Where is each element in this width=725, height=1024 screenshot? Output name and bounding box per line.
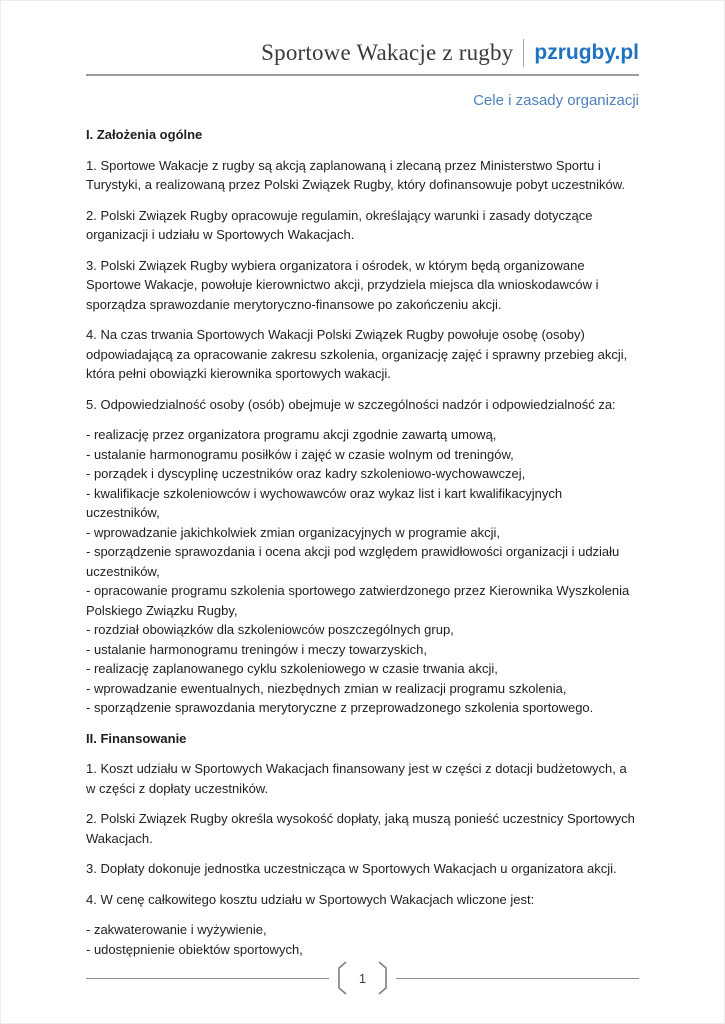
list-item: - realizację przez organizatora programu akcji zgodnie zawartą umową, <box>86 427 497 442</box>
list-item: - zakwaterowanie i wyżywienie, <box>86 922 267 937</box>
section-heading: I. Założenia ogólne <box>86 127 203 142</box>
list-item: - ustalanie harmonogramu posiłków i zajęć w czasie wolnym od treningów, <box>86 446 514 462</box>
list-item: - wprowadzanie ewentualnych, niezbędnych zmian w realizacji programu szkolenia, <box>86 680 567 696</box>
page-footer <box>86 961 639 995</box>
paragraph: 1. Koszt udziału w Sportowych Wakacjach finansowany jest w części z dotacji budżetowych, a w części z dopłaty uczestników. <box>86 761 627 796</box>
dash-list <box>86 425 639 718</box>
paragraph: 3. Dopłaty dokonuje jednostka uczestnicząca w Sportowych Wakacjach u organizatora akcji. <box>86 861 617 876</box>
left-bracket-icon <box>335 961 347 995</box>
header-title-row <box>86 39 639 67</box>
right-bracket-icon <box>378 961 390 995</box>
list-item: - porządek i dyscyplinę uczestników oraz kadry szkoleniowo-wychowawczej, <box>86 466 526 481</box>
page-number: 1 <box>358 970 367 986</box>
section-heading: II. Finansowanie <box>86 730 187 746</box>
list-item: - wprowadzanie jakichkolwiek zmian organizacyjnych w programie akcji, <box>86 524 501 540</box>
paragraph: 4. W cenę całkowitego kosztu udziału w Sportowych Wakacjach wliczone jest: <box>86 891 535 907</box>
header-rule <box>86 74 639 76</box>
list-item: - realizację zaplanowanego cyklu szkoleniowego w czasie trwania akcji, <box>86 661 498 676</box>
footer-rule-left <box>86 978 329 979</box>
list-item: - udostępnienie obiektów sportowych, <box>86 941 303 957</box>
document-title: Sportowe Wakacje z rugby <box>261 40 514 65</box>
list-item: - kwalifikacje szkoleniowców i wychowawców oraz wykaz list i kart kwalifikacyjnych uczestników, <box>86 485 563 520</box>
list-item: - ustalanie harmonogramu treningów i meczy towarzyskich, <box>86 641 428 657</box>
title-divider <box>523 39 524 67</box>
paragraph: 1. Sportowe Wakacje z rugby są akcją zaplanowaną i zlecaną przez Ministerstwo Sportu i Turystyki, a realizowaną przez Polski Związek Rugby, który dofinansowuje pobyt uczestników. <box>86 157 626 192</box>
list-item: - sporządzenie sprawozdania i ocena akcji pod względem prawidłowości organizacji i udziału uczestników, <box>86 544 620 579</box>
paragraph: 2. Polski Związek Rugby określa wysokość dopłaty, jaką muszą ponieść uczestnicy Sportowych Wakacjach. <box>86 811 635 846</box>
footer-rule-right <box>396 978 639 979</box>
list-item: - opracowanie programu szkolenia sportowego zatwierdzonego przez Kierownika Wyszkolenia Polskiego Związku Rugby, <box>86 583 630 618</box>
list-item: - rozdział obowiązków dla szkoleniowców poszczególnych grup, <box>86 622 454 637</box>
paragraph: 2. Polski Związek Rugby opracowuje regulamin, określający warunki i zasady dotyczące organizacji i udziału w Sportowych Wakacjach. <box>86 207 593 242</box>
paragraph: 4. Na czas trwania Sportowych Wakacji Polski Związek Rugby powołuje osobę (osoby) odpowiadającą za opracowanie zakresu szkolenia, organizację zajęć i sprawny przebieg akcji, która pełni obowiązki kierownika sportowych wakacji. <box>86 327 628 381</box>
document-header <box>86 39 639 76</box>
document-subtitle: Cele i zasady organizacji <box>473 92 639 109</box>
paragraph: 5. Odpowiedzialność osoby (osób) obejmuje w szczególności nadzór i odpowiedzialność za: <box>86 396 616 412</box>
brand-logo-text: pzrugby.pl <box>534 41 639 64</box>
dash-list <box>86 920 639 959</box>
list-item: - sporządzenie sprawozdania merytoryczne z przeprowadzonego szkolenia sportowego. <box>86 700 594 715</box>
footer-page-number-group <box>329 961 396 995</box>
document-body <box>86 125 639 959</box>
paragraph: 3. Polski Związek Rugby wybiera organizatora i ośrodek, w którym będą organizowane Sportowe Wakacje, powołuje kierownictwo akcji, przydziela miejsca dla wnioskodawców i sporządza sprawozdanie merytoryczno-finansowe po zakończeniu akcji. <box>86 257 599 312</box>
